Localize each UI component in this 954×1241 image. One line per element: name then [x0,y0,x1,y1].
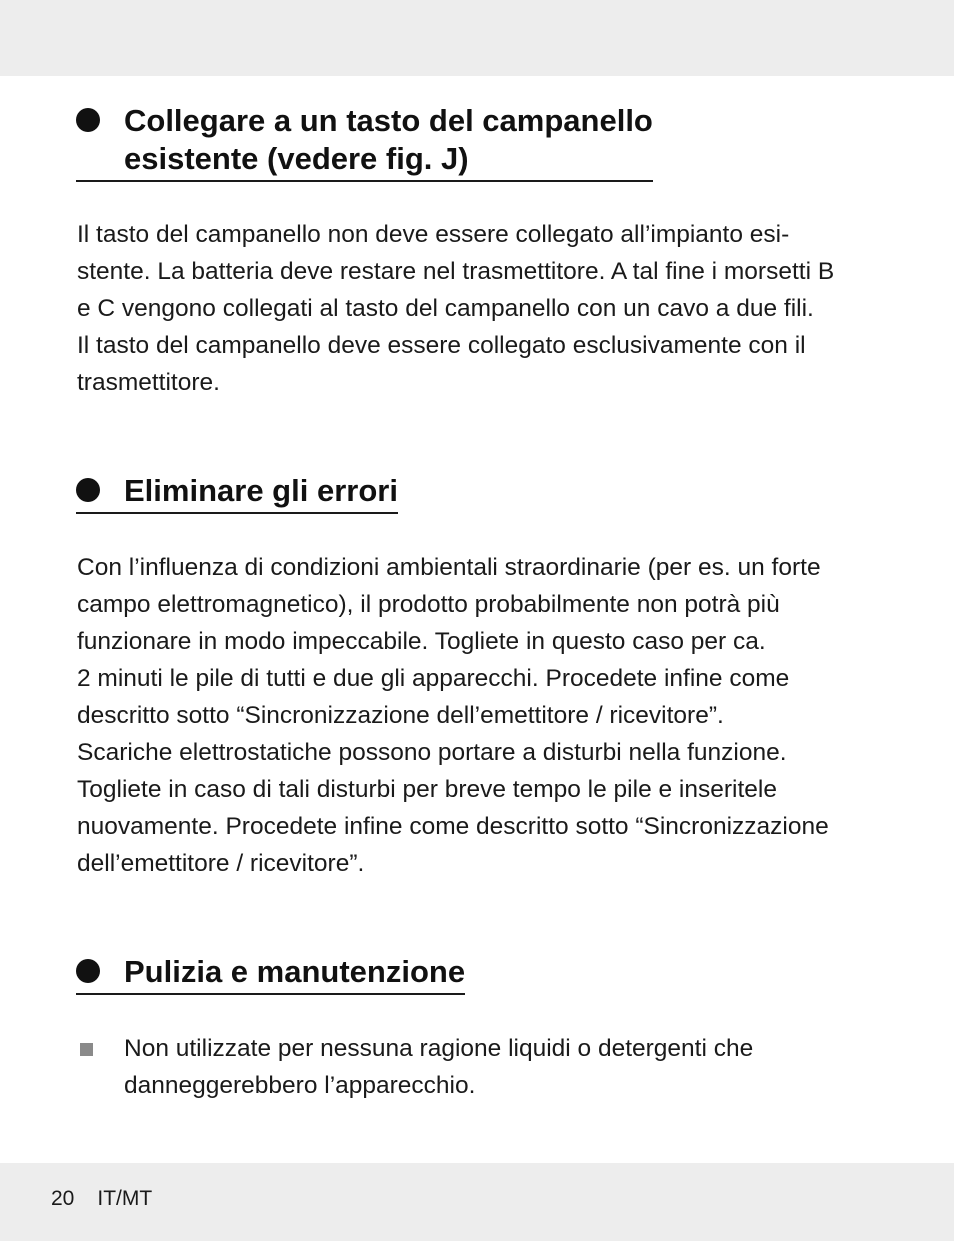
bullet-dot-icon [76,959,100,983]
section-body-connect [77,216,887,401]
locale-label: IT/MT [97,1187,153,1210]
page-number: 20 [51,1187,75,1210]
list-item-text: Non utilizzate per nessuna ragione liquidi o detergenti che danneggerebbero l’apparecchio. [124,1035,754,1099]
list-item [77,1030,887,1104]
heading-text: Collegare a un tasto del campanello esistente (vedere fig. J) [124,103,653,176]
bullet-dot-icon [76,108,100,132]
square-bullet-icon [80,1043,93,1056]
bullet-dot-icon [76,478,100,502]
page-footer [51,1186,152,1212]
heading-text: Pulizia e manutenzione [124,954,466,989]
heading-text: Eliminare gli errori [124,473,398,508]
section-body-errors [77,549,887,882]
section-heading-errors [76,472,398,514]
paragraph: Con l’influenza di condizioni ambientali straordinarie (per es. un forte campo elettromagnetico), il prodotto probabilmente non potrà più funzionare in modo impeccabile. Togliete in questo caso per ca. 2 minuti le pile di tutti e due gli apparecchi. Procedete infine come descritto sotto “Sincronizzazione dell’emettitore / ricevitore”. Scariche elettrostatiche possono portare a disturbi nella funzione. Togliete in caso di tali disturbi per breve tempo le pile e inseritele nuovamente. Procedete infine come descritto sotto “Sincronizzazione dell’emettitore / ricevitore”. [77,554,829,877]
header-band [0,0,954,76]
section-heading-connect [76,102,653,182]
paragraph: Il tasto del campanello non deve essere collegato all’impianto esi- stente. La batteria deve restare nel trasmettitore. A tal fine i morsetti B e C vengono collegati al tasto del campanello con un cavo a due fili. Il tasto del campanello deve essere collegato esclusivamente con il trasmettitore. [77,221,835,396]
section-heading-cleaning [76,953,465,995]
